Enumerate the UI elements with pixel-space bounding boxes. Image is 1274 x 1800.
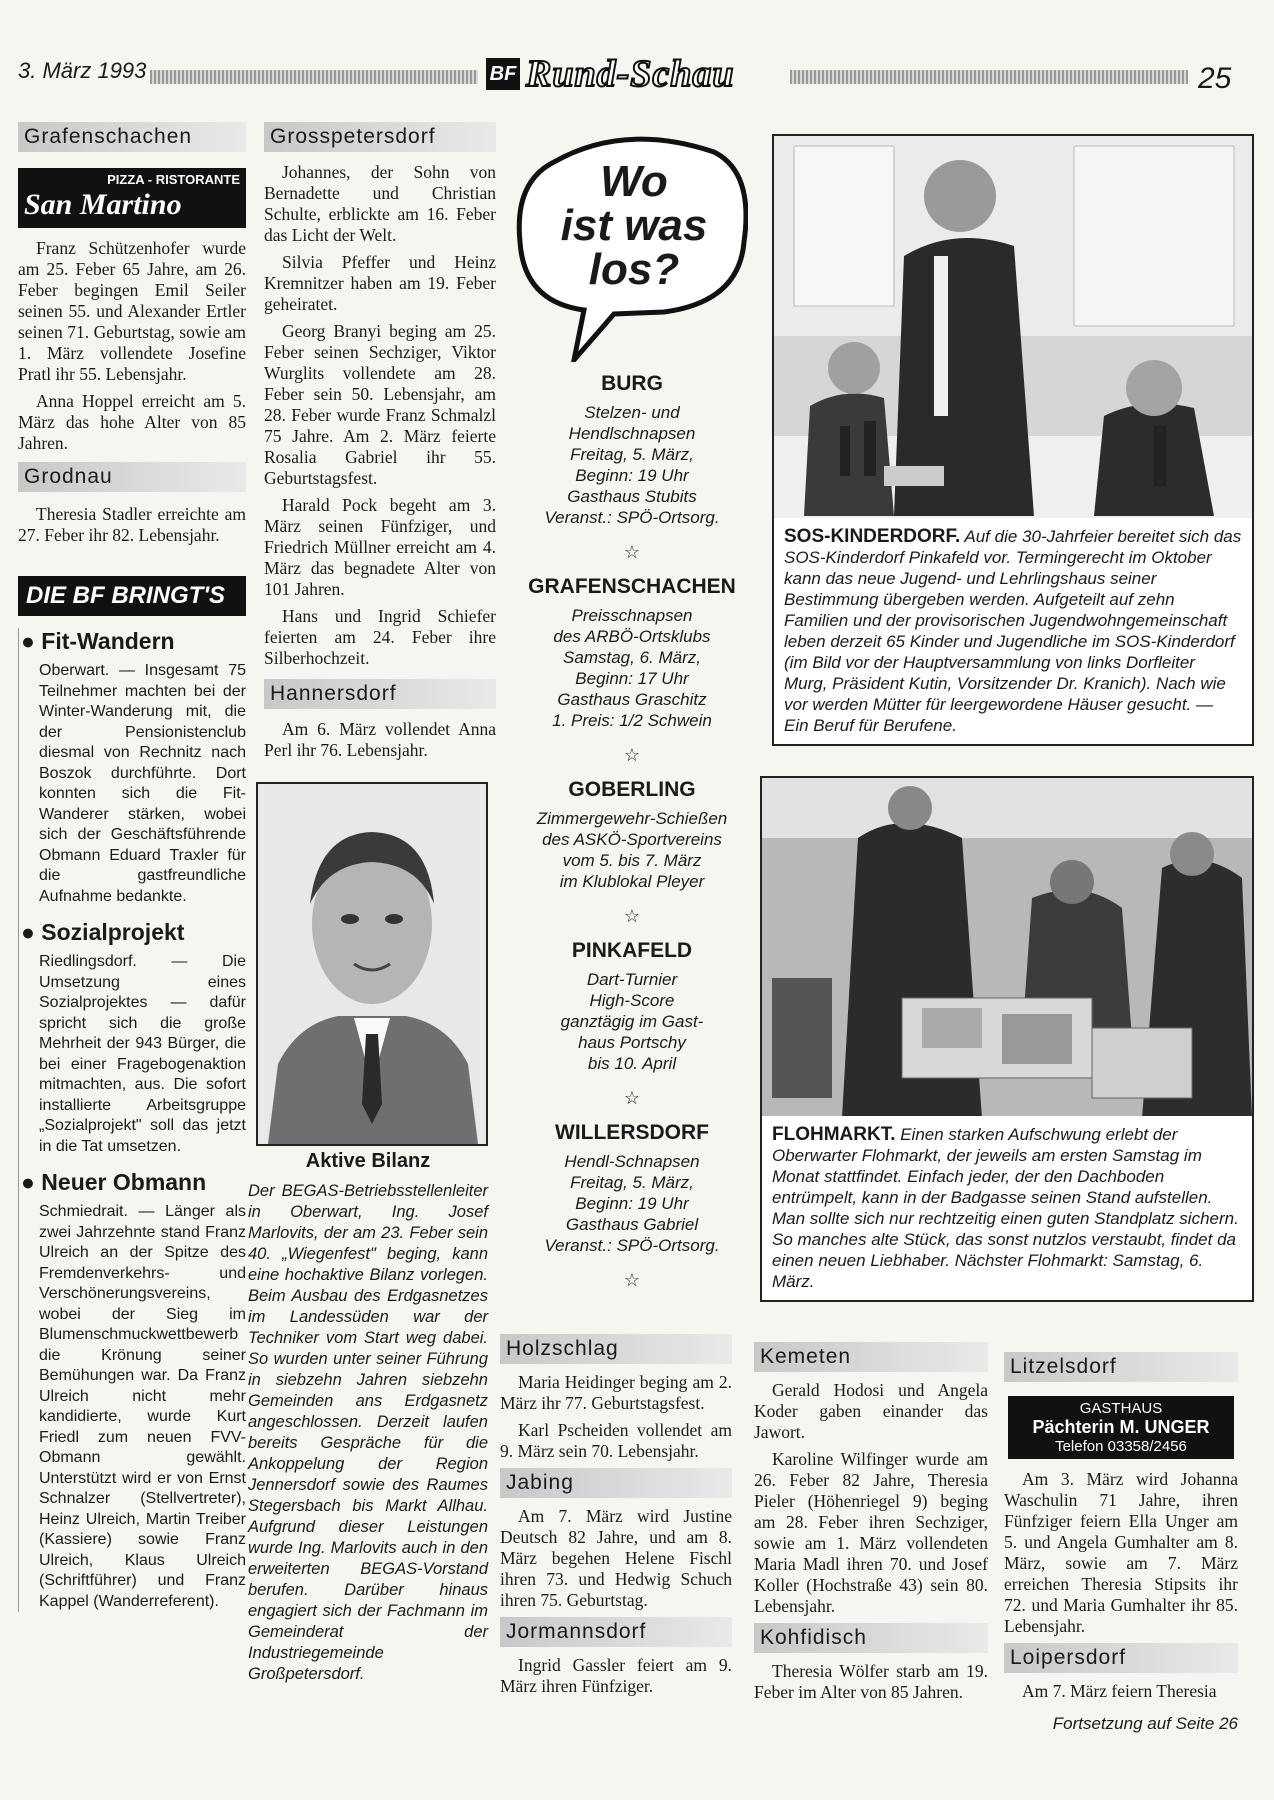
paragraph: Georg Branyi beging am 25. Feber seinen Sechziger, Viktor Wurglits vollendete am 28. Feber sein 50. Lebensjahr, am 28. Feber wurde Franz Schmalzl 75 Jahre. Am 2. März feierte Rosalia Gabriel ihr 55. Geburtstagsfest. xyxy=(264,321,496,488)
section-heading-kohfidisch: Kohfidisch xyxy=(754,1623,988,1653)
event-line: Freitag, 5. März, xyxy=(570,445,694,464)
star-icon: ☆ xyxy=(623,1088,641,1108)
ad-line: Pächterin M. UNGER xyxy=(1032,1417,1210,1437)
paragraph: Am 3. März wird Johanna Waschulin 71 Jahre, ihren Fünfziger feiern Ella Unger am 5. und Angela Gumhalter am 8. März, sowie am 7. März erreichen Theresia Stipsits ihr 72. und Maria Gumhalter ihr 85. Lebensjahr. xyxy=(1004,1469,1238,1636)
event-line: Samstag, 6. März, xyxy=(563,648,701,667)
event-place: GRAFENSCHACHEN xyxy=(528,575,736,598)
event xyxy=(510,372,754,528)
continued-note: Fortsetzung auf Seite 26 xyxy=(1052,1714,1238,1733)
bubble-text xyxy=(544,157,724,294)
section-heading-hannersdorf: Hannersdorf xyxy=(264,679,496,709)
event-line: Gasthaus Stubits xyxy=(567,487,697,506)
section-heading-litzelsdorf: Litzelsdorf xyxy=(1004,1352,1238,1382)
bullet-title: Sozialprojekt xyxy=(41,919,185,945)
event-line: im Klublokal Pleyer xyxy=(559,872,705,891)
event-line: Veranst.: SPÖ-Ortsorg. xyxy=(544,1236,720,1255)
portrait-photo xyxy=(256,782,488,1146)
paragraph: Am 6. März vollendet Anna Perl ihr 76. Lebensjahr. xyxy=(264,719,496,760)
column-4b-lower xyxy=(1004,1352,1238,1734)
column-1 xyxy=(18,122,246,1612)
ad-line: Telefon 03358/2456 xyxy=(1055,1438,1187,1455)
litzelsdorf-text xyxy=(1004,1469,1238,1637)
event xyxy=(510,939,754,1074)
grosspetersdorf-text xyxy=(264,162,496,669)
jormannsdorf-text xyxy=(500,1655,732,1697)
column-2 xyxy=(264,122,496,767)
section-heading-jormannsdorf: Jormannsdorf xyxy=(500,1617,732,1647)
caption-title: SOS-KINDERDORF. xyxy=(784,526,961,547)
caption-text: Auf die 30-Jahrfeier bereitet sich das SOS-Kinderdorf Pinkafeld vor. Termingerecht im Oktober kann das neue Jugend- und Lehrlingshaus seiner Bestimmung übergeben werden. Aufgeteilt auf zehn Familien und der provisorischen Jugendwohngemeinschaft leben derzeit 65 Kinder und Jugendliche im SOS-Kinderdorf (im Bild vor der Hauptversammlung von links Dorfleiter Murg, Präsident Kutin, Vorsitzender Dr. Kranich). Nach wie vor werden Mütter für leergewordene Häuser gesucht. — Ein Beruf für Berufene. xyxy=(784,527,1242,735)
star-icon: ☆ xyxy=(623,542,641,562)
ad-gasthaus-unger xyxy=(1008,1396,1234,1459)
holzschlag-text xyxy=(500,1372,732,1462)
bullet-heading: ● Sozialprojekt xyxy=(21,919,185,945)
bullet-text: Schmiedrait. — Länger als zwei Jahrzehnte stand Franz Ulreich an der Spitze des Fremdenverkehrs- und Verschönerungsvereins, wobei der Sieg im Blumenschmuckwettbewerb die Krönung seiner Bemühungen war. Da Franz Ulreich nicht mehr kandidierte, wurde Kurt Friedl zum neuen FVV-Obmann gewählt. Unterstützt wird er von Ernst Schnalzer (Stellvertreter), Heinz Ulreich, Martin Treiber (Kassiere) sowie Franz Ulreich, Klaus Ulreich (Schriftführer) und Franz Kappel (Wanderreferent). xyxy=(39,1203,246,1610)
section-heading-kemeten: Kemeten xyxy=(754,1342,988,1372)
bullet-title: Neuer Obmann xyxy=(41,1169,207,1195)
paragraph: Theresia Wölfer starb am 19. Feber im Alter von 85 Jahren. xyxy=(754,1661,988,1702)
event-place: WILLERSDORF xyxy=(555,1121,709,1144)
header-rule-left xyxy=(150,70,478,84)
paragraph: Johannes, der Sohn von Bernadette und Christian Schulte, erblickte am 16. Feber das Licht der Welt. xyxy=(264,162,496,245)
paragraph: Theresia Stadler erreichte am 27. Feber ihr 82. Lebensjahr. xyxy=(18,504,246,545)
paragraph: Karl Pscheiden vollendet am 9. März sein 70. Lebensjahr. xyxy=(500,1420,732,1461)
paragraph: Ingrid Gassler feiert am 9. März ihren Fünfziger. xyxy=(500,1655,732,1696)
event-line: Stelzen- und xyxy=(584,403,680,422)
grafenschachen-text xyxy=(18,238,246,454)
portrait-caption xyxy=(248,1150,488,1685)
paragraph: Gerald Hodosi und Angela Koder gaben einander das Jawort. xyxy=(754,1380,988,1442)
grodnau-text xyxy=(18,504,246,546)
event-line: haus Portschy xyxy=(578,1033,686,1052)
event-place: BURG xyxy=(601,372,663,395)
section-title: Rund-Schau xyxy=(526,53,735,95)
event-line: Gasthaus Gabriel xyxy=(565,1215,699,1234)
column-3-lower xyxy=(500,1334,732,1703)
event-line: Hendl-Schnapsen xyxy=(564,1152,700,1171)
event-place: GOBERLING xyxy=(568,778,696,801)
ad-subtitle: PIZZA - RISTORANTE xyxy=(107,172,240,187)
bullet-heading: ● Fit-Wandern xyxy=(21,628,175,654)
issue-date: 3. März 1993 xyxy=(18,58,147,83)
caption-text: Einen starken Aufschwung erlebt der Oberwarter Flohmarkt, der jeweils am ersten Samstag im Monat stattfindet. Einfach jeder, der den Dachboden entrümpelt, kann in der Badgasse seinen Stand aufstellen. Man sollte sich nur rechtzeitig einen guten Standplatz sichern. So manches alte Stück, das sonst nutzlos verstaubt, findet da einen neuen Liebhaber. Nächster Flohmarkt: Samstag, 6. März. xyxy=(772,1125,1239,1291)
event xyxy=(510,575,754,731)
star-icon: ☆ xyxy=(623,1270,641,1290)
jabing-text xyxy=(500,1506,732,1611)
section-heading-grodnau: Grodnau xyxy=(18,462,246,492)
bullet-text: Riedlingsdorf. — Die Umsetzung eines Sozialprojektes — dafür spricht sich die große Mehrheit der 943 Bürger, die bei einer Fragebogenaktion mitmachten, aus. Die sofort installierte Arbeitsgruppe „Sozialprojekt" soll das jetzt in die Tat umsetzen. xyxy=(39,953,246,1155)
event-line: des ARBÖ-Ortsklubs xyxy=(553,627,711,646)
ad-name: San Martino xyxy=(24,188,182,221)
hannersdorf-text xyxy=(264,719,496,761)
flohmarkt-photo xyxy=(760,776,1254,1120)
bullet-text: Oberwart. — Insgesamt 75 Teilnehmer machten bei der Winter-Wanderung mit, die der Pensionistenclub diesmal von Rechnitz nach Boszok durchführte. Dort konnten sich die Fit-Wanderer stärken, wobei sich der Geschäftsführende Obmann Eduard Traxler für die gastfreundliche Aufnahme bedankte. xyxy=(39,662,246,905)
event-line: Gasthaus Graschitz xyxy=(557,690,707,709)
paragraph: Hans und Ingrid Schiefer feierten am 24. Feber ihre Silberhochzeit. xyxy=(264,606,496,668)
sos-photo-illustration xyxy=(774,136,1252,518)
kohfidisch-text xyxy=(754,1661,988,1703)
section-heading-grafenschachen: Grafenschachen xyxy=(18,122,246,152)
speech-bubble xyxy=(514,132,748,362)
section-heading-loipersdorf: Loipersdorf xyxy=(1004,1643,1238,1673)
event-line: 1. Preis: 1/2 Schwein xyxy=(552,711,712,730)
paragraph: Karoline Wilfinger wurde am 26. Feber 82 Jahre, Theresia Pieler (Höhenriegel 9) beging am 28. Feber ihren Sechziger, sowie am 1. März vollendeten Maria Madl ihren 70. und Josef Koller (Hochstraße 43) sein 80. Lebensjahr. xyxy=(754,1449,988,1616)
ad-san-martino xyxy=(18,168,246,228)
paragraph: Franz Schützenhofer wurde am 25. Feber 65 Jahre, am 26. Feber begingen Emil Seiler seinen 55. und Alexander Ertler seinen 71. Geburtstag, sowie am 1. März vollendete Josefine Pratl ihr 55. Lebensjahr. xyxy=(18,238,246,384)
event-line: Beginn: 17 Uhr xyxy=(575,669,689,688)
header-rule-right xyxy=(790,70,1188,84)
event-line: High-Score xyxy=(589,991,675,1010)
ad-line: GASTHAUS xyxy=(1079,1400,1163,1417)
event-line: ganztägig im Gast- xyxy=(560,1012,704,1031)
events-list xyxy=(510,372,754,1291)
bullet-heading: ● Neuer Obmann xyxy=(21,1169,207,1195)
event xyxy=(510,1121,754,1256)
event-line: vom 5. bis 7. März xyxy=(562,851,702,870)
event-line: Veranst.: SPÖ-Ortsorg. xyxy=(544,508,720,527)
caption-text: Der BEGAS-Betriebsstellenleiter in Oberwart, Ing. Josef Marlovits, der am 23. Feber sein 40. „Wiegenfest" beging, kann eine hochaktive Bilanz vorlegen. Beim Ausbau des Erdgasnetzes im Landessüden war der Techniker vom Start weg dabei. So wurden unter seiner Führung in siebzehn Jahren siebzehn Gemeinden ans Erdgasnetz angeschlossen. Derzeit laufen bereits Gespräche für die Ankoppelung der Region Jennersdorf sowie des Raumes Stegersbach bis Markt Allhau. Aufgrund dieser Leistungen wurde Ing. Marlovits auch in den erweiterten BEGAS-Vorstand berufen. Darüber hinaus engagiert sich der Fachmann im Gemeinderat der Industriegemeinde Großpetersdorf. xyxy=(248,1182,488,1683)
loipersdorf-text xyxy=(1004,1681,1238,1702)
bf-bringts-banner: DIE BF BRINGT'S xyxy=(18,576,246,616)
event xyxy=(510,778,754,892)
sos-caption xyxy=(772,518,1254,746)
paragraph: Silvia Pfeffer und Heinz Kremnitzer haben am 19. Feber geheiratet. xyxy=(264,252,496,314)
page-number: 25 xyxy=(1198,62,1232,95)
bf-logo: BF xyxy=(486,58,520,90)
bf-bringts-box xyxy=(18,628,246,1612)
portrait-illustration xyxy=(258,784,486,1144)
section-heading-jabing: Jabing xyxy=(500,1468,732,1498)
event-line: Hendlschnapsen xyxy=(568,424,696,443)
paragraph: Harald Pock begeht am 3. März seinen Fünfziger, und Friedrich Müllner erreicht am 4. März das begnadete Alter von 101 Jahren. xyxy=(264,495,496,599)
flohmarkt-caption xyxy=(760,1116,1254,1302)
event-line: bis 10. April xyxy=(587,1054,677,1073)
paragraph: Am 7. März feiern Theresia xyxy=(1022,1681,1217,1701)
bubble-line: ist was xyxy=(560,201,708,250)
event-line: Beginn: 19 Uhr xyxy=(575,1194,689,1213)
paragraph: Maria Heidinger beging am 2. März ihr 77. Geburtstagsfest. xyxy=(500,1372,732,1413)
bullet-title: Fit-Wandern xyxy=(41,628,175,654)
event-place: PINKAFELD xyxy=(571,939,693,962)
bubble-line: Wo xyxy=(600,157,668,206)
caption-title: Aktive Bilanz xyxy=(305,1150,431,1172)
column-4a-lower xyxy=(754,1342,988,1709)
kemeten-text xyxy=(754,1380,988,1617)
caption-title: FLOHMARKT. xyxy=(772,1124,896,1145)
event-line: Freitag, 5. März, xyxy=(570,1173,694,1192)
flohmarkt-photo-illustration xyxy=(762,778,1252,1118)
paragraph: Am 7. März wird Justine Deutsch 82 Jahre, und am 8. März begehen Helene Fischl ihren 73. und Hedwig Schuch ihren 75. Geburtstag. xyxy=(500,1506,732,1610)
star-icon: ☆ xyxy=(623,906,641,926)
event-line: Dart-Turnier xyxy=(586,970,678,989)
event-line: Zimmergewehr-Schießen xyxy=(536,809,728,828)
event-line: Preisschnapsen xyxy=(571,606,693,625)
bubble-line: los? xyxy=(588,245,680,294)
event-line: Beginn: 19 Uhr xyxy=(575,466,689,485)
event-line: des ASKÖ-Sportvereins xyxy=(542,830,722,849)
section-heading-holzschlag: Holzschlag xyxy=(500,1334,732,1364)
sos-kinderdorf-photo xyxy=(772,134,1254,520)
section-heading-grosspetersdorf: Grosspetersdorf xyxy=(264,122,496,152)
paragraph: Anna Hoppel erreicht am 5. März das hohe Alter von 85 Jahren. xyxy=(18,391,246,453)
star-icon: ☆ xyxy=(623,745,641,765)
